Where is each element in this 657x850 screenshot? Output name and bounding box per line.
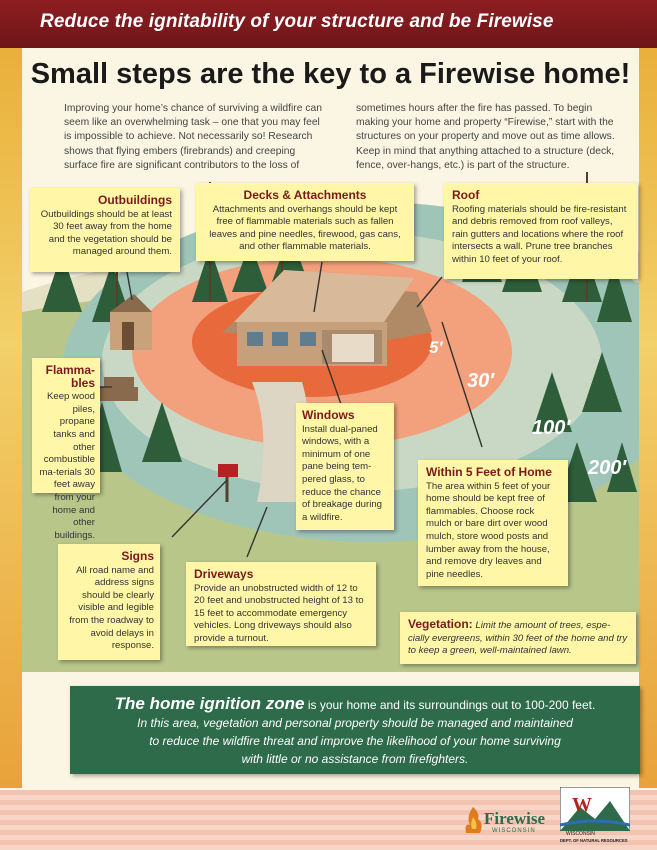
- callout-windows: [296, 403, 394, 530]
- callout-signs-heading: Signs: [121, 549, 154, 563]
- woodpile: [100, 377, 138, 401]
- wi-dnr-logo: [560, 787, 630, 843]
- firewise-logo-subtext: WISCONSIN: [492, 828, 536, 834]
- callout-windows-heading: Windows: [302, 408, 355, 422]
- callout-decks: [196, 183, 414, 261]
- banner-line-3: to reduce the wildfire threat and improve the likelihood of your home surviving: [149, 734, 561, 748]
- zone-label-100: 100′: [532, 417, 571, 439]
- banner-line-2: In this area, vegetation and personal property should be managed and maintained: [137, 716, 573, 730]
- dnr-emblem-icon: [560, 787, 630, 831]
- callout-vegetation: [400, 612, 636, 664]
- callout-decks-text: Attachments and overhangs should be kept free of flammable materials such as fallen leaves and pine needles, firewood, gas cans, and other flammable materials.: [209, 203, 401, 253]
- callout-signs-text: All road name and address signs should be clearly visible and legible from the roadway to avoid delays in response.: [69, 564, 154, 652]
- banner-lead-rest: is your home and its surroundings out to 100-200 feet.: [304, 698, 596, 712]
- callout-within-5-feet: [418, 460, 568, 586]
- svg-text:W: W: [572, 794, 592, 816]
- callout-roof: [444, 183, 638, 279]
- left-decor-strip: [0, 48, 22, 788]
- header-band: [0, 0, 657, 48]
- callout-flammables-text: Keep wood piles, propane tanks and other combustible ma-terials 30 feet away from your home and other buildings.: [39, 391, 95, 541]
- callout-roof-text: Roofing materials should be fire-resistant and debris removed from roof valleys, rain gutters and locations where the roof intersects a wall. Prune tree branches within 10 feet of your roof.: [452, 203, 627, 265]
- callout-within-5-feet-heading: Within 5 Feet of Home: [426, 465, 552, 479]
- zone-label-200: 200′: [588, 457, 627, 479]
- header-title: Reduce the ignitability of your structure and be Firewise: [40, 11, 554, 32]
- home-ignition-zone-banner: [70, 686, 640, 774]
- callout-outbuildings: [30, 188, 180, 272]
- callout-signs: [58, 544, 160, 660]
- callout-vegetation-heading: Vegetation:: [408, 617, 473, 631]
- banner-lead: The home ignition zone: [114, 694, 305, 713]
- callout-roof-heading: Roof: [452, 188, 480, 202]
- callout-flammables: [32, 358, 100, 541]
- callout-within-5-feet-text: The area within 5 feet of your home should be kept free of flammables. Choose rock mulch or bare dirt over wood mulch, store wood posts and lumber away from the house, and remove dry leaves and pine needles.: [426, 480, 551, 580]
- flame-icon: [462, 805, 484, 835]
- callout-vegetation-text: Limit the amount of trees, espe-cially evergreens, within 30 feet of the home and try to keep a green, well-maintained lawn.: [408, 620, 628, 657]
- callout-driveways: [186, 562, 376, 646]
- callout-driveways-text: Provide an unobstructed width of 12 to 20 feet and unobstructed height of 13 to 15 feet to accommodate emergency vehicles. Long driveways should also provide a turnout.: [194, 582, 364, 644]
- intro-column-1: Improving your home’s chance of surviving a wildfire can seem like an overwhelming task – one that you may feel is impossible to achieve. Not necessarily so! Research shows that flying embers (firebrands) and creeping surface fire are significant contributors to the loss of: [64, 103, 322, 171]
- dnr-logo-line-2: DEPT. OF NATURAL RESOURCES: [560, 838, 628, 843]
- page-title: Small steps are the key to a Firewise home!: [30, 58, 631, 90]
- firewise-logo-text: Firewise: [484, 809, 546, 828]
- firewise-logo: [462, 805, 552, 835]
- zone-label-5: 5′: [429, 338, 443, 357]
- banner-line-4: with little or no assistance from firefighters.: [241, 752, 469, 766]
- dnr-logo-line-1: WISCONSIN: [566, 831, 595, 837]
- callout-windows-text: Install dual-paned windows, with a minimum of one pane being tem-pered glass, to reduce the chance of breakage during a wildfire.: [302, 423, 383, 523]
- callout-flammables-heading: Flamma-bles: [45, 363, 95, 390]
- right-decor-strip: [639, 48, 657, 788]
- callout-outbuildings-text: Outbuildings should be at least 30 feet away from the home and the vegetation should be managed around them.: [40, 208, 172, 258]
- intro-column-2: sometimes hours after the fire has passed. To begin making your home and property “Firewise,” start with the structures on your property and move out as time allows. Keep in mind that anything attached to a structure (deck, fence, over-hangs, etc.) is part of the structure.: [356, 103, 615, 171]
- callout-driveways-heading: Driveways: [194, 567, 254, 581]
- callout-decks-heading: Decks & Attachments: [243, 188, 367, 202]
- footer-band: [0, 790, 657, 850]
- callout-outbuildings-heading: Outbuildings: [98, 193, 172, 207]
- zone-label-30: 30′: [467, 370, 495, 392]
